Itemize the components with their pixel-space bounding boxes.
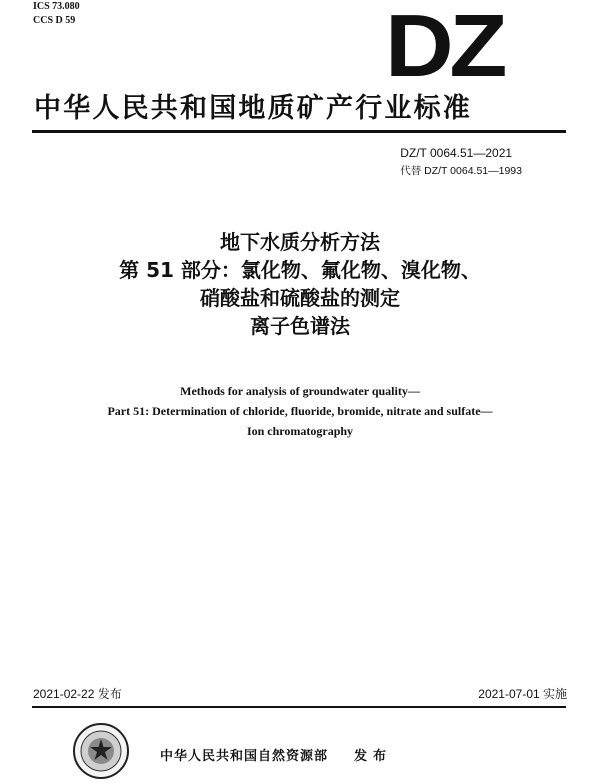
publish-label: 发布	[354, 749, 393, 764]
issue-date: 2021-02-22 发布	[33, 687, 122, 701]
classification-codes	[33, 0, 80, 28]
chinese-title	[0, 228, 600, 340]
standard-number-block	[400, 144, 522, 180]
ccs-code: CCS D 59	[33, 15, 76, 26]
cn-title-line-1: 地下水质分析方法	[220, 230, 380, 254]
footer-divider	[32, 706, 566, 708]
implementation-date: 2021-07-01 实施	[478, 687, 567, 701]
en-title-line-2: Part 51: Determination of chloride, fluoride, bromide, nitrate and sulfate—	[107, 404, 493, 418]
english-title	[0, 381, 600, 441]
organization-title: 中华人民共和国地质矿产行业标准	[34, 93, 472, 124]
ics-code: ICS 73.080	[33, 1, 80, 12]
cn-title-line-2: 第 51 部分：氯化物、氟化物、溴化物、	[119, 258, 481, 282]
cn-title-line-3: 硝酸盐和硫酸盐的测定	[200, 286, 400, 310]
replaces-standard: 代替 DZ/T 0064.51—1993	[400, 165, 522, 177]
dz-logo: DZ	[385, 0, 504, 95]
en-title-line-1: Methods for analysis of groundwater quality—	[180, 384, 420, 398]
publisher-name: 中华人民共和国自然资源部	[160, 749, 329, 764]
cn-title-line-4: 离子色谱法	[250, 314, 350, 338]
standard-number: DZ/T 0064.51—2021	[400, 146, 513, 160]
publisher-line	[160, 745, 392, 764]
header-divider	[32, 130, 566, 133]
en-title-line-3: Ion chromatography	[246, 424, 354, 438]
national-emblem-seal-icon	[72, 722, 130, 780]
